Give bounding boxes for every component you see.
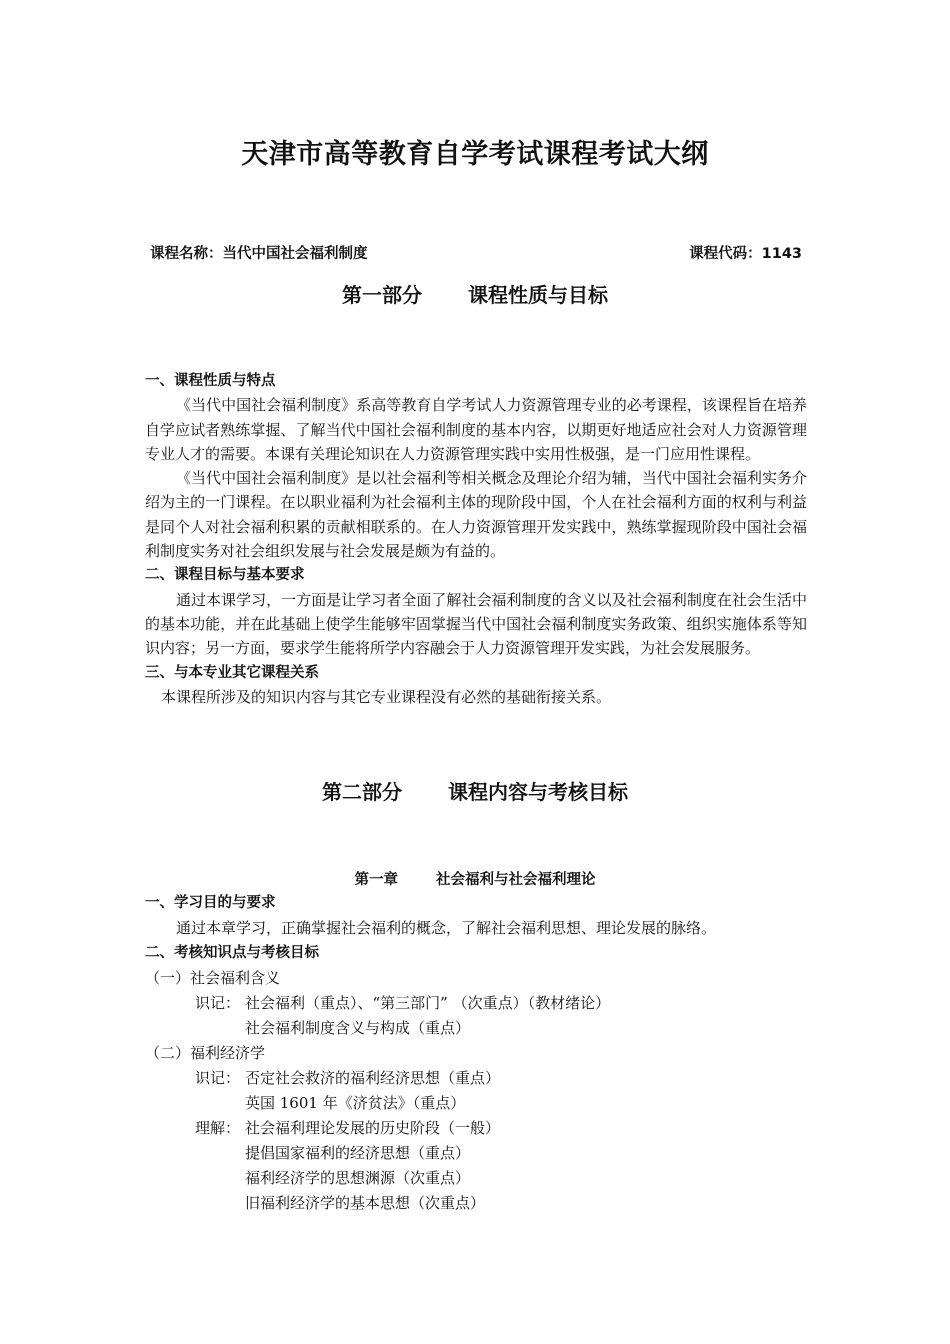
level-label: 理解： bbox=[195, 1119, 241, 1137]
knowledge-item: 社会福利制度含义与构成（重点） bbox=[245, 1019, 471, 1037]
knowledge-item: 英国 1601 年《济贫法》（重点） bbox=[245, 1094, 466, 1112]
section-heading: 一、学习目的与要求 bbox=[145, 895, 276, 911]
part1-name: 课程性质与目标 bbox=[468, 283, 608, 307]
paragraph: 本课程所涉及的知识内容与其它专业课程没有必然的基础衔接关系。 bbox=[161, 687, 612, 706]
section-heading: 一、课程性质与特点 bbox=[145, 373, 276, 389]
course-name: 课程名称：当代中国社会福利制度 bbox=[150, 246, 368, 262]
course-code: 课程代码：1143 bbox=[689, 246, 802, 262]
part2-name: 课程内容与考核目标 bbox=[448, 780, 628, 804]
chapter-name: 社会福利与社会福利理论 bbox=[436, 872, 596, 888]
knowledge-item: 否定社会救济的福利经济思想（重点） bbox=[245, 1069, 501, 1087]
knowledge-row bbox=[145, 1066, 807, 1091]
chapter-title bbox=[0, 868, 950, 889]
paragraph: 通过本章学习，正确掌握社会福利的概念，了解社会福利思想、理论发展的脉络。 bbox=[176, 919, 717, 937]
part2-number: 第二部分 bbox=[322, 780, 402, 804]
knowledge-item: 提倡国家福利的经济思想（重点） bbox=[245, 1144, 471, 1162]
subsection-heading: （二）福利经济学 bbox=[145, 1044, 266, 1062]
knowledge-item: 旧福利经济学的基本思想（次重点） bbox=[245, 1194, 486, 1212]
level-label: 识记： bbox=[195, 1069, 241, 1087]
chapter-body bbox=[145, 891, 807, 1216]
section-heading: 二、课程目标与基本要求 bbox=[145, 567, 305, 584]
paragraph: 通过本课学习，一方面是让学习者全面了解社会福利制度的含义以及社会福利制度在社会生活中的基本功能，并在此基础上使学生能够牢固掌握当代中国社会福利制度实务政策、组织实施体系等知识内容；另一方面，要求学生能将所学内容融会于人力资源管理开发实践，为社会发展服务。 bbox=[145, 590, 807, 658]
section-heading: 三、与本专业其它课程关系 bbox=[145, 664, 319, 681]
paragraph: 《当代中国社会福利制度》系高等教育自学考试人力资源管理专业的必考课程，该课程旨在培养自学应试者熟练掌握、了解当代中国社会福利制度的基本内容，以期更好地适应社会对人力资源管理专业人才的需要。本课有关理论知识在人力资源管理实践中实用性极强，是一门应用性课程。 bbox=[145, 396, 807, 463]
document-title: 天津市高等教育自学考试课程考试大纲 bbox=[241, 139, 709, 170]
section-heading: 二、考核知识点与考核目标 bbox=[145, 945, 319, 961]
subsection-heading: （一）社会福利含义 bbox=[145, 969, 281, 987]
chapter-number: 第一章 bbox=[354, 872, 398, 888]
knowledge-item: 社会福利理论发展的历史阶段（一般） bbox=[245, 1119, 501, 1137]
part1-title bbox=[0, 279, 950, 308]
paragraph: 《当代中国社会福利制度》是以社会福利等相关概念及理论介绍为辅，当代中国社会福利实务介绍为主的一门课程。在以职业福利为社会福利主体的现阶段中国，个人在社会福利方面的权利与利益是同个人对社会福利积累的贡献相联系的。在人力资源管理开发实践中，熟练掌握现阶段中国社会福利制度实务对社会组织发展与社会发展是颇为有益的。 bbox=[145, 469, 807, 561]
knowledge-item: 社会福利（重点）、“第三部门” （次重点）（教材绪论） bbox=[245, 994, 611, 1012]
part1-body bbox=[145, 369, 807, 709]
part1-number: 第一部分 bbox=[342, 283, 422, 307]
part2-title bbox=[0, 776, 950, 805]
knowledge-row bbox=[145, 1116, 807, 1141]
level-label: 识记： bbox=[195, 994, 241, 1012]
course-info bbox=[150, 242, 802, 264]
knowledge-item: 福利经济学的思想渊源（次重点） bbox=[245, 1169, 471, 1187]
knowledge-row bbox=[145, 991, 807, 1016]
